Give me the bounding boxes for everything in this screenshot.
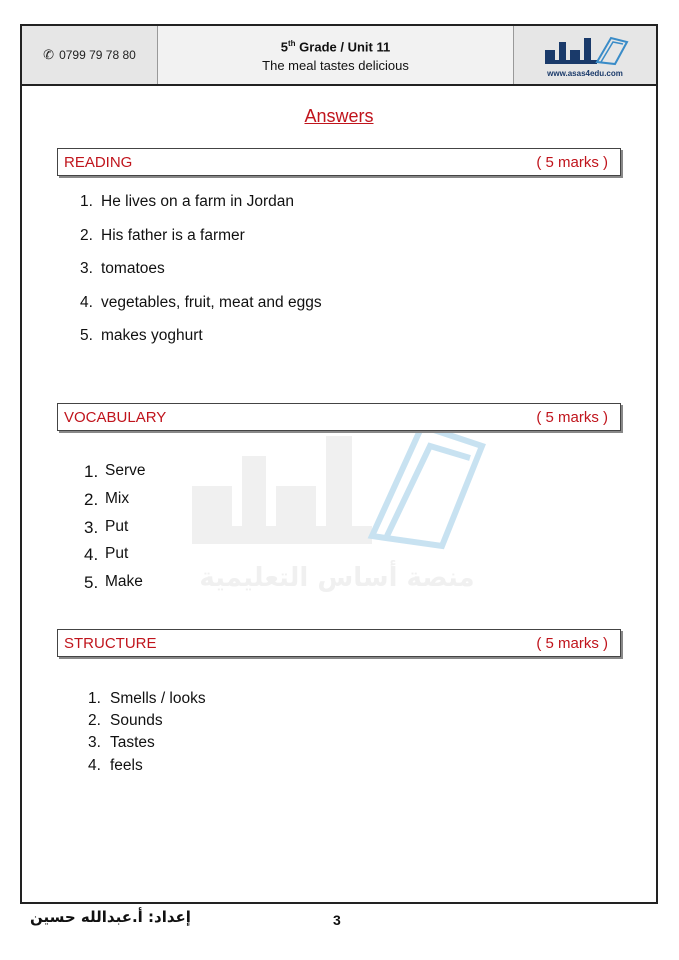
header-logo [514,26,656,84]
answers-title: Answers [304,106,374,126]
page-frame [20,24,658,904]
vocabulary-answers [84,462,146,601]
list-item: 1. Smells / looks [88,690,206,707]
reading-answers [80,193,322,361]
section-marks: ( 5 marks ) [536,153,608,171]
phone-number: 0799 79 78 80 [59,48,136,62]
list-item: 1. Serve [84,462,146,481]
logo-url: www.asas4edu.com [547,69,623,78]
section-label: VOCABULARY [64,408,167,426]
page-number: 3 [333,912,341,928]
header-phone [22,26,158,84]
phone-icon: ✆ [43,47,55,62]
section-marks: ( 5 marks ) [536,408,608,426]
list-item: 2. Sounds [88,712,163,730]
section-vocabulary [57,403,621,431]
list-item: 4. vegetables, fruit, meat and eggs [80,293,322,311]
list-item: 2. His father is a farmer [80,226,245,244]
list-item: 5. makes yoghurt [80,327,203,344]
section-structure [57,629,621,657]
list-item: 3. tomatoes [80,260,165,277]
section-label: STRUCTURE [64,634,157,652]
unit-title: The meal tastes delicious [262,57,409,73]
list-item: 3. Tastes [88,734,155,752]
list-item: 3. Put [84,517,129,537]
section-reading [57,148,621,176]
asas-logo-icon [537,32,633,68]
list-item: 1. He lives on a farm in Jordan [80,193,294,210]
structure-answers [88,690,206,779]
list-item: 4. feels [88,756,143,774]
footer-author: إعداد: أ.عبدالله حسين [30,908,191,926]
watermark-subtext: منصة أساس التعليمية [199,563,475,593]
header [22,26,656,86]
list-item: 4. Put [84,545,129,565]
grade-unit: 5th Grade / Unit 11 [280,39,391,55]
section-marks: ( 5 marks ) [536,634,608,652]
section-label: READING [64,153,133,171]
list-item: 5. Make [84,573,143,593]
list-item: 2. Mix [84,489,130,509]
header-title [158,26,514,84]
